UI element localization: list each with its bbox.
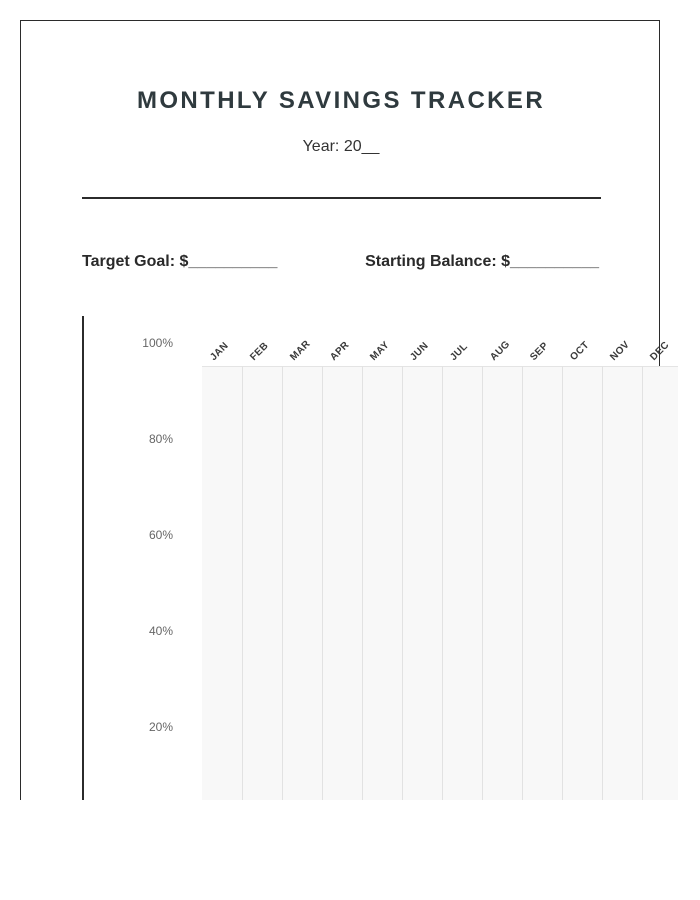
y-tick-label: 60%	[148, 528, 173, 542]
y-tick-label: 20%	[148, 720, 173, 734]
y-tick-label: 40%	[148, 624, 173, 638]
page-bottom-margin	[0, 801, 700, 900]
starting-balance-field: Starting Balance: $__________	[365, 253, 599, 270]
target-goal-field: Target Goal: $__________	[82, 253, 278, 270]
month-label-jan: JAN	[208, 340, 231, 363]
month-label-apr: APR	[328, 339, 352, 363]
month-label-jul: JUL	[448, 341, 470, 363]
chart-y-axis-line	[82, 316, 84, 800]
month-label-may: MAY	[368, 339, 392, 363]
month-label-oct: OCT	[568, 339, 592, 363]
y-tick-label: 80%	[148, 432, 173, 446]
month-label-feb: FEB	[248, 340, 271, 363]
month-label-jun: JUN	[408, 340, 431, 363]
year-field: Year: 20__	[302, 138, 380, 155]
y-tick-label: 100%	[142, 336, 173, 350]
month-label-mar: MAR	[288, 338, 313, 363]
month-label-dec: DEC	[648, 339, 672, 363]
page-title: MONTHLY SAVINGS TRACKER	[136, 87, 546, 114]
title-divider	[82, 197, 601, 199]
month-label-aug: AUG	[488, 338, 513, 363]
month-label-nov: NOV	[608, 339, 632, 363]
month-label-sep: SEP	[528, 340, 551, 363]
tracker-page	[20, 20, 660, 800]
